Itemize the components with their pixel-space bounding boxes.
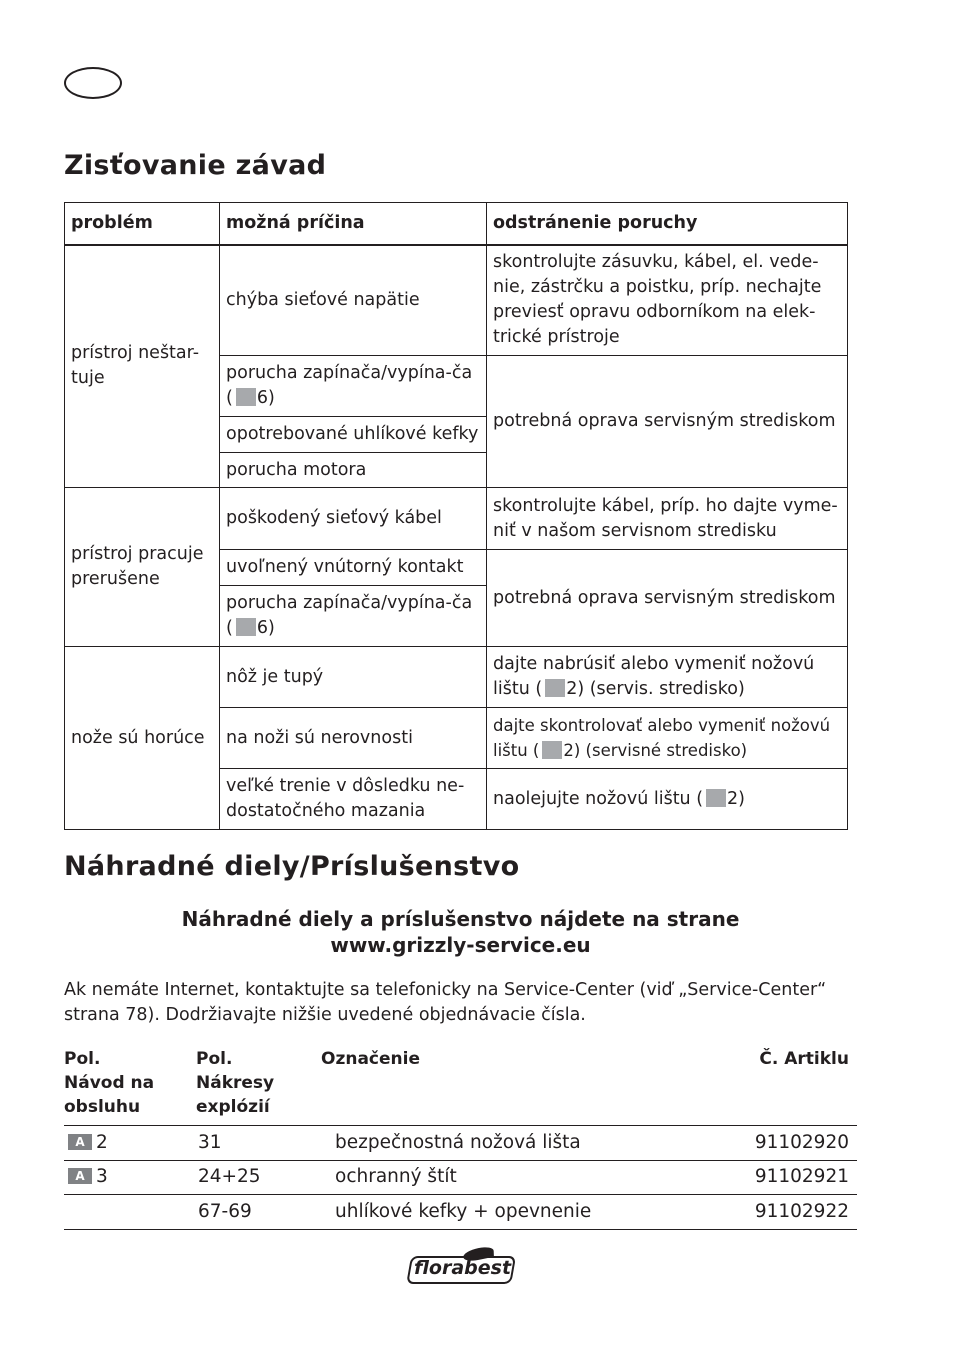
cause-text: porucha zapínača/vypína-ča ( [226, 593, 473, 638]
table-divider [64, 1125, 857, 1126]
fix-cell: skontrolujte kábel, príp. ho dajte vyme-niť v našom servisnom stredisku [487, 488, 848, 550]
cause-cell: veľké trenie v dôsledku ne-dostatočného mazania [220, 769, 487, 830]
troubleshooting-heading: Zisťovanie závad [64, 150, 327, 181]
spare-parts-heading: Náhradné diely/Príslušenstvo [64, 851, 520, 882]
cause-text: 6) [256, 388, 275, 408]
fix-text: 2) [727, 788, 746, 809]
article-number-cell: 91102921 [754, 1166, 849, 1187]
figure-reference-box [706, 789, 726, 807]
part-name-cell: ochranný štít [335, 1166, 457, 1187]
part-name-cell: uhlíkové kefky + opevnenie [335, 1201, 592, 1222]
cause-cell: opotrebované uhlíkové kefky [220, 417, 487, 453]
header-cause: možná príčina [220, 203, 487, 245]
article-number-cell: 91102920 [754, 1132, 849, 1153]
figure-reference-box [545, 679, 565, 697]
cause-cell: porucha motora [220, 453, 487, 488]
drawing-pos-cell: 67-69 [198, 1201, 252, 1222]
fix-cell: skontrolujte zásuvku, kábel, el. vede-nie, zástrčku a poistku, príp. nechajte previesť opravu odborníkom na elek-trické prístroje [487, 245, 848, 356]
fix-cell [487, 708, 848, 769]
contact-paragraph: Ak nemáte Internet, kontaktujte sa telefonicky na Service-Center (viď „Service-Center“ strana 78). Dodržiavajte nižšie uvedené objednávacie čísla. [64, 980, 827, 1025]
cause-cell: uvoľnený vnútorný kontakt [220, 550, 487, 586]
drawing-pos-cell: 31 [198, 1132, 222, 1153]
column-header-drawing-pos: Pol. Nákresy explózií [196, 1049, 275, 1117]
troubleshooting-table [64, 202, 848, 830]
figure-reference-box [542, 741, 562, 759]
language-marker-oval [64, 67, 122, 99]
header-fix: odstránenie poruchy [487, 203, 848, 245]
figure-badge: A [68, 1134, 92, 1150]
column-header-name: Označenie [321, 1049, 420, 1069]
drawing-pos-cell: 24+25 [198, 1166, 261, 1187]
cause-text: porucha zapínača/vypína-ča ( [226, 363, 473, 408]
column-header-article: Č. Artiklu [759, 1049, 849, 1069]
header-problem: problém [65, 203, 220, 245]
manual-pos-value: 3 [96, 1166, 108, 1187]
florabest-logo [403, 1248, 521, 1288]
cause-cell [220, 356, 487, 417]
fix-text: naolejujte nožovú lištu ( [493, 788, 704, 809]
cause-cell: poškodený sieťový kábel [220, 488, 487, 550]
manual-pos-cell [68, 1165, 108, 1189]
column-header-manual-pos: Pol. Návod na obsluhu [64, 1049, 155, 1117]
table-divider [64, 1194, 857, 1195]
cause-text: 6) [256, 618, 275, 638]
fix-text: dajte skontrolovať alebo vymeniť nožovú lištu ( [493, 716, 831, 760]
fix-cell: potrebná oprava servisným strediskom [487, 356, 848, 488]
table-divider [64, 1160, 857, 1161]
cause-cell: na noži sú nerovnosti [220, 708, 487, 769]
link-notice-text: Náhradné diely a príslušenstvo nájdete na strane [181, 907, 740, 931]
problem-cell: nože sú horúce [65, 647, 220, 830]
problem-cell: prístroj pracuje prerušene [65, 488, 220, 647]
problem-cell: prístroj neštar-tuje [65, 245, 220, 488]
service-website-link[interactable]: www.grizzly-service.eu [330, 933, 591, 957]
fix-cell [487, 769, 848, 830]
part-name-cell: bezpečnostná nožová lišta [335, 1132, 581, 1153]
fix-text: 2) (servisné stredisko) [563, 741, 748, 760]
cause-cell [220, 586, 487, 647]
manual-pos-cell [68, 1131, 108, 1155]
article-number-cell: 91102922 [754, 1201, 849, 1222]
fix-cell [487, 647, 848, 708]
figure-reference-box [236, 388, 256, 406]
cause-cell: chýba sieťové napätie [220, 245, 487, 356]
figure-badge: A [68, 1168, 92, 1184]
figure-reference-box [236, 618, 256, 636]
manual-pos-value: 2 [96, 1132, 108, 1153]
table-divider [64, 1229, 857, 1230]
fix-text: 2) (servis. stredisko) [566, 679, 745, 699]
fix-cell: potrebná oprava servisným strediskom [487, 550, 848, 647]
fix-text: dajte nabrúsiť alebo vymeniť nožovú lištu ( [493, 654, 815, 699]
spare-parts-link-notice [64, 906, 857, 958]
logo-wordmark: florabest [413, 1257, 512, 1279]
cause-cell: nôž je tupý [220, 647, 487, 708]
